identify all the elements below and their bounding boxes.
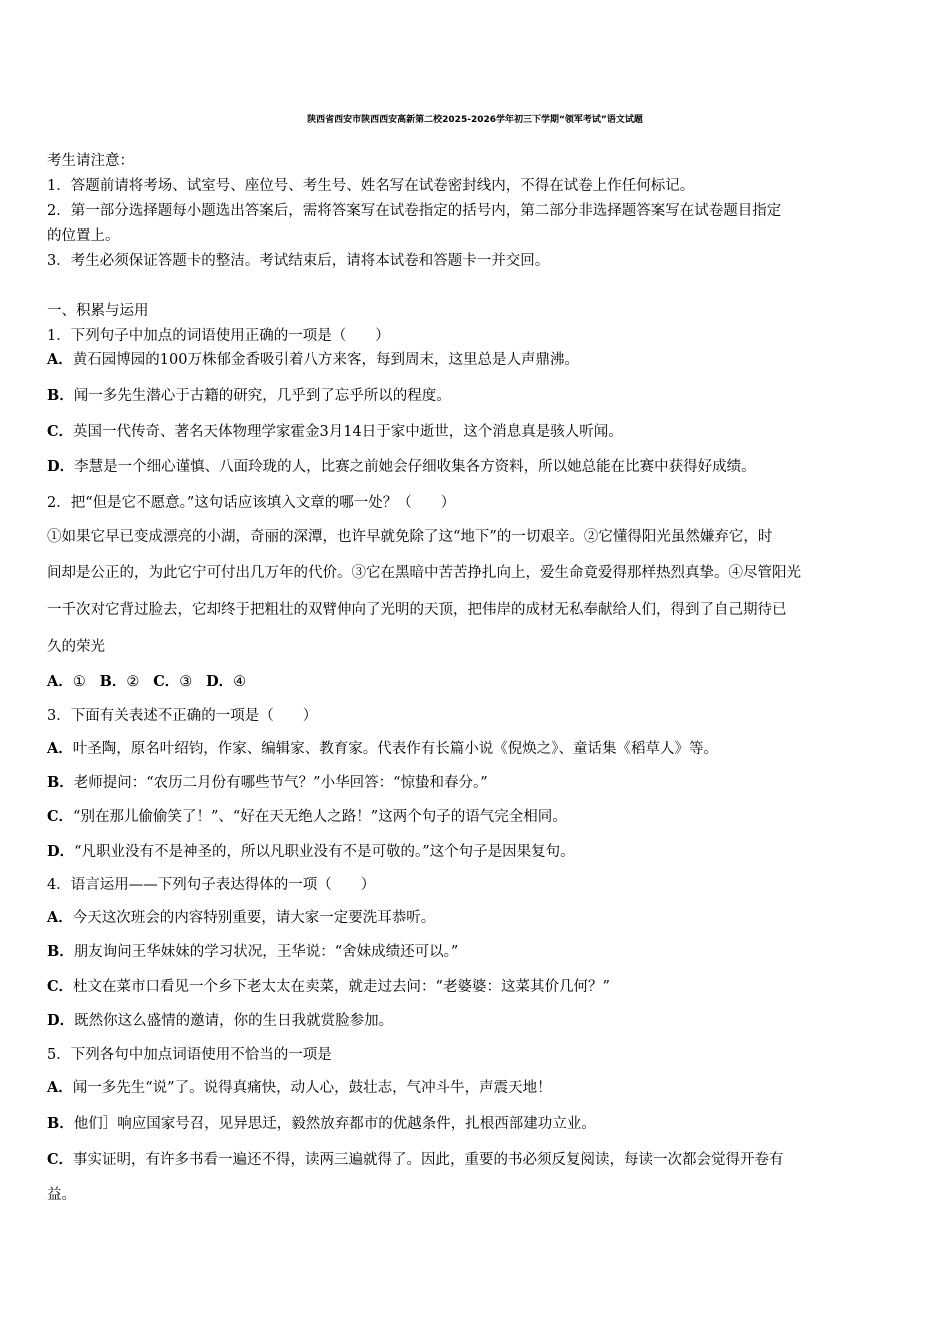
option-text: 叶圣陶，原名叶绍钧，作家、编辑家、教育家。代表作有长篇小说《倪焕之》、童话集《稻草人》等。 <box>72 741 719 757</box>
q5-stem: 5．下列各句中加点词语使用不恰当的一项是 <box>47 1047 332 1063</box>
option-text: “凡职业没有不是神圣的，所以凡职业没有不是可敬的。”这个句子是因果复句。 <box>74 844 575 860</box>
option-text: 朋友询问王华妹妹的学习状况，王华说：“舍妹成绩还可以。” <box>73 944 459 960</box>
q5-option-a <box>47 1078 552 1098</box>
option-text: ③ <box>179 674 193 690</box>
q1-option-a <box>47 350 579 370</box>
q3-stem: 3．下面有关表述不正确的一项是（ ） <box>47 708 318 724</box>
option-text: 杜文在菜市口看见一个乡下老太太在卖菜，就走过去问：“老婆婆：这菜其价几何？” <box>73 979 610 995</box>
option-label: D． <box>47 1012 75 1029</box>
option-label: A． <box>47 1079 73 1096</box>
notice-item-1: 1．答题前请将考场、试室号、座位号、考生号、姓名写在试卷密封线内，不得在试卷上作任何标记。 <box>47 178 695 194</box>
q5-option-b <box>47 1114 596 1134</box>
q1-option-d <box>47 457 756 477</box>
q1-option-b <box>47 386 451 406</box>
q2-passage-line-1: ①如果它早已变成漂亮的小湖，奇丽的深潭，也许早就免除了这“地下”的一切艰辛。②它懂得阳光虽然嫌弃它，时 <box>47 529 773 545</box>
q3-option-a <box>47 739 718 759</box>
option-text: 黄石园博园的100万株郁金香吸引着八方来客，每到周末，这里总是人声鼎沸。 <box>72 352 579 368</box>
option-text: “别在那儿偷偷笑了！”、“好在天无绝人之路！”这两个句子的语气完全相同。 <box>73 809 567 825</box>
option-label: B． <box>47 774 74 791</box>
option-text: 事实证明，有许多书看一遍还不得，读两三遍就得了。因此，重要的书必须反复阅读，每读一次都会觉得开卷有 <box>73 1152 784 1168</box>
option-text: ④ <box>233 674 247 690</box>
q5-option-c <box>47 1150 784 1170</box>
q4-option-d <box>47 1011 393 1031</box>
notice-item-2-cont: 的位置上。 <box>47 228 120 244</box>
option-label: C． <box>47 1151 74 1168</box>
option-label: B． <box>47 387 74 404</box>
q1-option-c <box>47 422 623 442</box>
notice-heading: 考生请注意： <box>47 153 134 169</box>
option-label: D． <box>47 458 75 475</box>
notice-item-2: 2．第一部分选择题每小题选出答案后，需将答案写在试卷指定的括号内，第二部分非选择题答案写在试卷题目指定 <box>47 203 782 219</box>
q2-stem: 2．把“但是它不愿意。”这句话应该填入文章的哪一处？（ ） <box>47 495 456 511</box>
page-title: 陕西省西安市陕西西安高新第二校2025-2026学年初三下学期“领军考试”语文试题 <box>307 115 643 125</box>
q4-option-b <box>47 942 458 962</box>
option-text: 老师提问：“农历二月份有哪些节气？”小华回答：“惊蛰和春分。” <box>73 775 488 791</box>
q3-option-c <box>47 807 567 827</box>
q5-option-c-cont: 益。 <box>47 1187 76 1203</box>
option-label: C． <box>153 673 180 690</box>
option-text: 闻一多先生潜心于古籍的研究，几乎到了忘乎所以的程度。 <box>73 388 451 404</box>
q2-passage-line-3: 一千次对它背过脸去，它却终于把粗壮的双臂伸向了光明的天顶，把伟岸的成材无私奉献给人们，得到了自己期待已 <box>47 602 787 618</box>
notice-item-3: 3．考生必须保证答题卡的整洁。考试结束后，请将本试卷和答题卡一并交回。 <box>47 253 550 269</box>
option-text: 他们］响应国家号召，见异思迁，毅然放弃都市的优越条件，扎根西部建功立业。 <box>73 1116 596 1132</box>
q3-option-d <box>47 842 575 862</box>
option-label: D． <box>47 843 75 860</box>
option-text: 既然你这么盛情的邀请，你的生日我就赏脸参加。 <box>74 1013 394 1029</box>
option-text: 英国一代传奇、著名天体物理学家霍金3月14日于家中逝世，这个消息真是骇人听闻。 <box>73 424 623 440</box>
option-text: 李慧是一个细心谨慎、八面玲珑的人，比赛之前她会仔细收集各方资料，所以她总能在比赛中获得好成绩。 <box>74 459 756 475</box>
option-text: ① <box>72 674 86 690</box>
option-text: 今天这次班会的内容特别重要，请大家一定要洗耳恭听。 <box>72 910 436 926</box>
option-label: C． <box>47 808 74 825</box>
option-label: C． <box>47 423 74 440</box>
q3-option-b <box>47 773 488 793</box>
option-label: B． <box>47 943 74 960</box>
option-label: A． <box>47 909 73 926</box>
option-label: C． <box>47 978 74 995</box>
option-text: 闻一多先生“说”了。说得真痛快，动人心，鼓壮志，气冲斗牛，声震天地！ <box>72 1080 552 1096</box>
option-label: B． <box>47 1115 74 1132</box>
q2-passage-line-4: 久的荣光 <box>47 639 105 655</box>
section-heading: 一、积累与运用 <box>47 303 149 319</box>
option-label: A． <box>47 351 73 368</box>
q1-stem: 1．下列句子中加点的词语使用正确的一项是（ ） <box>47 328 390 344</box>
option-label: B． <box>99 673 127 690</box>
option-label: A． <box>47 673 73 690</box>
option-label: A． <box>47 740 73 757</box>
q2-passage-line-2: 间却是公正的，为此它宁可付出几万年的代价。③它在黑暗中苦苦挣扎向上，爱生命竟爱得那样热烈真挚。④尽管阳光 <box>47 565 801 581</box>
q4-stem: 4．语言运用——下列句子表达得体的一项（ ） <box>47 877 376 893</box>
option-label: D． <box>206 673 234 690</box>
q2-options <box>47 672 246 692</box>
q4-option-c <box>47 977 610 997</box>
q4-option-a <box>47 908 435 928</box>
option-text: ② <box>126 674 140 690</box>
